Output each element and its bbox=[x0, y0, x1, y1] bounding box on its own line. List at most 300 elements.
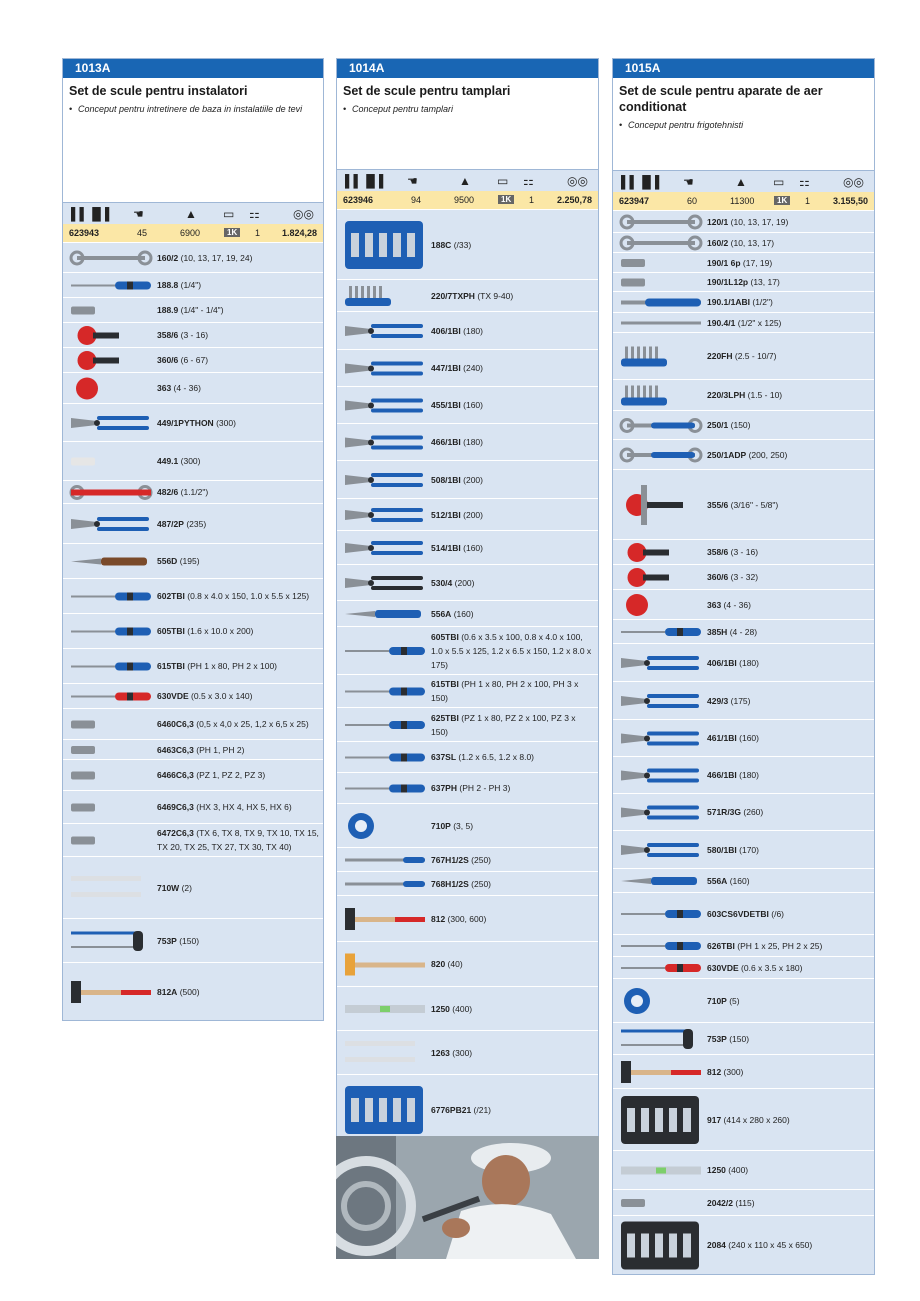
tool-code: 360/6 bbox=[157, 355, 179, 365]
tool-row bbox=[63, 823, 323, 856]
tool-spec: (/33) bbox=[451, 239, 472, 250]
tape-measure-icon bbox=[613, 979, 707, 1022]
tool-spec: (200, 250) bbox=[746, 449, 788, 460]
tool-row bbox=[63, 856, 323, 918]
set-column-1013A bbox=[62, 58, 324, 1021]
screwdriver-icon bbox=[63, 614, 157, 648]
tool-spec: (10, 13, 17, 19) bbox=[728, 216, 789, 227]
locking-pliers-icon bbox=[613, 682, 707, 719]
tool-spec: (1.5 - 10) bbox=[745, 390, 783, 400]
hand-icon: ☚ bbox=[407, 174, 418, 188]
tool-row bbox=[63, 480, 323, 503]
ratchet-icon bbox=[613, 292, 707, 312]
set-bullet: • Conceput pentru tamplari bbox=[343, 104, 454, 114]
toolbox-icon bbox=[613, 1089, 707, 1150]
tool-label bbox=[431, 398, 487, 412]
set-title-box bbox=[337, 78, 598, 169]
folding-rule-icon bbox=[63, 857, 157, 918]
tool-code: 768H1/2S bbox=[431, 878, 469, 889]
hex-key-set-icon bbox=[613, 333, 707, 379]
tool-row bbox=[613, 291, 874, 312]
tool-label bbox=[707, 874, 754, 888]
tool-label bbox=[707, 843, 763, 857]
tool-row bbox=[337, 423, 598, 460]
tool-code: 449/1PYTHON bbox=[157, 417, 214, 428]
tool-label bbox=[707, 448, 791, 462]
screwdriver-icon bbox=[337, 627, 431, 674]
tool-row bbox=[337, 871, 598, 895]
pliers-icon bbox=[613, 831, 707, 868]
tool-label bbox=[707, 275, 784, 289]
set-code: 1013A bbox=[63, 59, 323, 78]
tool-code: 514/1BI bbox=[431, 542, 461, 553]
tool-spec: (180) bbox=[736, 657, 759, 668]
voltage-tester-icon bbox=[613, 957, 707, 978]
tool-spec: (3, 5) bbox=[450, 820, 474, 831]
tool-spec: (2) bbox=[179, 882, 192, 893]
tool-code: 190/1L12p bbox=[707, 277, 749, 287]
tool-row bbox=[613, 312, 874, 332]
combination-wrench-icon bbox=[63, 243, 157, 272]
tool-label bbox=[707, 1113, 794, 1127]
tool-label bbox=[707, 498, 782, 512]
tool-label bbox=[157, 743, 248, 757]
tool-code: 630VDE bbox=[157, 691, 189, 701]
tool-label bbox=[707, 316, 785, 330]
tool-row bbox=[613, 564, 874, 589]
tool-row bbox=[63, 322, 323, 347]
tool-label bbox=[157, 328, 212, 342]
info-value-row bbox=[613, 192, 874, 210]
tool-code: 6776PB21 bbox=[431, 1104, 472, 1115]
pincers-icon bbox=[337, 565, 431, 600]
tool-row bbox=[613, 681, 874, 719]
tool-spec: (400) bbox=[725, 1165, 749, 1175]
price-value: 1.824,28 bbox=[281, 228, 317, 238]
tool-spec: (17, 19) bbox=[740, 257, 773, 268]
set-column-1014A bbox=[336, 58, 599, 1145]
tool-row bbox=[613, 1054, 874, 1088]
tool-spec: (1/4") bbox=[178, 280, 202, 290]
tool-spec: (PH 1 x 80, PH 2 x 100, PH 3 x 150) bbox=[431, 679, 579, 703]
tool-spec: (200) bbox=[452, 577, 475, 588]
tool-spec: (1/2") bbox=[750, 297, 773, 307]
tool-label bbox=[431, 289, 517, 303]
tool-code: 508/1BI bbox=[431, 474, 461, 485]
set-column-1015A bbox=[612, 58, 875, 1275]
tool-row bbox=[613, 719, 874, 756]
tool-row bbox=[337, 349, 598, 386]
pack-qty: 1 bbox=[529, 195, 535, 205]
pack-badge: 1K bbox=[498, 195, 514, 204]
spirit-level-icon bbox=[337, 987, 431, 1030]
adjustable-wrench-icon bbox=[613, 411, 707, 439]
bit-icon bbox=[63, 824, 157, 856]
set-title: Set de scule pentru aparate de aer conditionat bbox=[619, 84, 823, 114]
tool-row bbox=[63, 648, 323, 683]
tool-row bbox=[337, 209, 598, 279]
hacksaw-icon bbox=[613, 1023, 707, 1054]
tool-code: 2084 bbox=[707, 1240, 726, 1250]
tool-row bbox=[613, 232, 874, 252]
tool-code: 530/4 bbox=[431, 577, 453, 588]
tool-label bbox=[157, 381, 205, 395]
tool-spec: (PH 1, PH 2) bbox=[193, 744, 245, 755]
tool-code: 6472C6,3 bbox=[157, 828, 194, 838]
tool-spec: (3 - 16) bbox=[728, 547, 759, 557]
hand-icon: ☚ bbox=[133, 207, 144, 221]
tool-label bbox=[707, 625, 761, 639]
tool-row bbox=[63, 543, 323, 578]
tool-code: 190.4/1 bbox=[707, 317, 736, 328]
weight-icon: ▲ bbox=[735, 175, 747, 189]
tool-code: 812 bbox=[431, 913, 446, 924]
article-number: 623943 bbox=[69, 228, 100, 238]
tool-code: 605TBI bbox=[157, 626, 185, 636]
tool-spec: (4 - 36) bbox=[721, 599, 751, 610]
pliers-icon bbox=[337, 499, 431, 530]
tool-code: 466/1BI bbox=[431, 437, 461, 447]
tool-label bbox=[707, 939, 826, 953]
tool-label bbox=[431, 508, 487, 522]
set-code: 1015A bbox=[613, 59, 874, 78]
tool-spec: (180) bbox=[460, 437, 483, 447]
stripping-tool-icon bbox=[613, 620, 707, 643]
tool-code: 358/6 bbox=[157, 330, 179, 340]
tool-row bbox=[63, 441, 323, 480]
tool-code: 188C bbox=[431, 239, 452, 250]
pliers-icon bbox=[337, 461, 431, 498]
pack-badge: 1K bbox=[224, 228, 240, 237]
pliers-icon bbox=[63, 404, 157, 441]
tool-code: 917 bbox=[707, 1114, 722, 1125]
tool-row bbox=[613, 1150, 874, 1189]
tool-code: 220/7TXPH bbox=[431, 290, 475, 301]
bullet-text: Conceput pentru frigotehnisti bbox=[628, 120, 744, 130]
tool-code: 615TBI bbox=[157, 661, 185, 671]
tool-label bbox=[431, 819, 477, 833]
tool-label bbox=[431, 630, 598, 672]
tool-row bbox=[63, 918, 323, 962]
tool-spec: (1.6 x 10.0 x 200) bbox=[184, 626, 254, 636]
hex-key-set-icon bbox=[613, 380, 707, 410]
extension-bar-icon bbox=[613, 313, 707, 332]
tool-row bbox=[337, 626, 598, 674]
tool-code: 603CS6VDETBI bbox=[707, 908, 769, 919]
tool-row bbox=[613, 793, 874, 830]
tool-row bbox=[613, 589, 874, 619]
tool-code: 6469C6,3 bbox=[157, 802, 194, 812]
offset-screwdriver-icon bbox=[337, 742, 431, 772]
tool-spec: (260) bbox=[741, 807, 764, 817]
tool-row bbox=[337, 986, 598, 1030]
tool-spec: (250) bbox=[468, 854, 492, 865]
tool-spec: (13, 17) bbox=[748, 277, 780, 287]
tool-label bbox=[707, 349, 780, 363]
valve-core-tool-icon bbox=[613, 1190, 707, 1215]
tool-spec: (3 - 32) bbox=[728, 572, 759, 582]
tool-label bbox=[431, 877, 495, 891]
set-bullet: • Conceput pentru intretinere de baza in instalatiile de tevi bbox=[69, 104, 303, 114]
tool-row bbox=[613, 978, 874, 1022]
tool-code: 605TBI bbox=[431, 631, 459, 642]
tool-label bbox=[707, 295, 777, 309]
tool-code: 190/1 6p bbox=[707, 257, 741, 268]
pliers-icon bbox=[337, 531, 431, 564]
tool-code: 556A bbox=[707, 875, 728, 886]
tool-code: 363 bbox=[707, 599, 722, 610]
tool-row bbox=[613, 619, 874, 643]
box-icon: ▭ bbox=[497, 174, 509, 188]
tool-code: 630VDE bbox=[707, 962, 739, 973]
tool-code: 556D bbox=[157, 556, 178, 566]
tool-code: 455/1BI bbox=[431, 400, 461, 410]
tool-label bbox=[431, 957, 467, 971]
screwdriver-icon bbox=[613, 935, 707, 956]
tool-row bbox=[337, 564, 598, 600]
tool-code: 360/6 bbox=[707, 572, 729, 582]
tool-label bbox=[157, 353, 212, 367]
tool-list bbox=[337, 209, 598, 1144]
tool-code: 406/1BI bbox=[431, 325, 461, 336]
weight-value: 9500 bbox=[454, 195, 475, 205]
hammer-icon bbox=[63, 963, 157, 1020]
tool-code: 2042/2 bbox=[707, 1197, 733, 1208]
tool-label bbox=[157, 416, 240, 430]
screwdriver-set-icon bbox=[613, 893, 707, 934]
tool-code: 602TBI bbox=[157, 591, 185, 601]
tool-label bbox=[707, 1163, 752, 1177]
box-icon: ▭ bbox=[773, 175, 785, 189]
set-title: Set de scule pentru instalatori bbox=[69, 84, 248, 98]
pipe-cutter-icon bbox=[613, 565, 707, 589]
tool-spec: (500) bbox=[177, 986, 200, 997]
bit-box-icon bbox=[337, 1075, 431, 1144]
tool-code: 449.1 bbox=[157, 456, 179, 466]
tool-row bbox=[63, 578, 323, 613]
tool-row bbox=[613, 410, 874, 439]
tool-row bbox=[337, 600, 598, 626]
worker-photo bbox=[336, 1136, 599, 1259]
set-code: 1014A bbox=[337, 59, 598, 78]
tool-row bbox=[613, 379, 874, 410]
tool-spec: (2.5 - 10/7) bbox=[732, 351, 777, 361]
tool-code: 188.8 bbox=[157, 280, 179, 290]
tool-code: 6466C6,3 bbox=[157, 770, 194, 780]
tool-label bbox=[157, 881, 196, 895]
tool-label bbox=[707, 598, 755, 612]
mallet-icon bbox=[337, 942, 431, 986]
tool-spec: (PH 1 x 80, PH 2 x 100) bbox=[184, 661, 277, 671]
tool-label bbox=[707, 907, 788, 921]
tool-spec: (150) bbox=[176, 935, 200, 946]
tool-label bbox=[707, 994, 744, 1008]
tool-row bbox=[63, 790, 323, 823]
tool-row bbox=[613, 469, 874, 539]
tool-row bbox=[63, 347, 323, 372]
socket-icon bbox=[613, 273, 707, 291]
tool-row bbox=[63, 403, 323, 441]
tool-row bbox=[337, 895, 598, 941]
tool-row bbox=[63, 613, 323, 648]
pipe-cutter-icon bbox=[613, 540, 707, 564]
tool-row bbox=[337, 803, 598, 847]
pipe-cutter-icon bbox=[63, 323, 157, 347]
tape-measure-icon bbox=[337, 804, 431, 847]
set-title: Set de scule pentru tamplari bbox=[343, 84, 511, 98]
item-count: 45 bbox=[137, 228, 148, 238]
tool-label bbox=[157, 985, 204, 999]
tool-row bbox=[613, 892, 874, 934]
tool-row bbox=[63, 272, 323, 297]
tool-row bbox=[337, 847, 598, 871]
tool-label bbox=[157, 934, 203, 948]
tool-spec: (300) bbox=[178, 456, 201, 466]
pliers-icon bbox=[613, 794, 707, 830]
tool-spec: (TX 9-40) bbox=[474, 290, 514, 301]
hand-icon: ☚ bbox=[683, 175, 694, 189]
info-icon-row bbox=[63, 202, 323, 224]
tool-spec: (4 - 28) bbox=[727, 626, 758, 637]
pliers-icon bbox=[613, 720, 707, 756]
tool-spec: (115) bbox=[733, 1197, 755, 1208]
pipe-cutter-icon bbox=[63, 348, 157, 372]
weight-icon: ▲ bbox=[459, 174, 471, 188]
set-title-box bbox=[613, 78, 874, 170]
bit-icon bbox=[63, 791, 157, 823]
tool-label bbox=[431, 473, 487, 487]
coins-icon: ◎◎ bbox=[843, 175, 864, 189]
tool-code: 767H1/2S bbox=[431, 854, 469, 865]
tool-spec: (200) bbox=[460, 509, 483, 520]
tool-row bbox=[613, 439, 874, 469]
tool-code: 363 bbox=[157, 383, 172, 393]
tool-label bbox=[707, 1238, 816, 1252]
tool-label bbox=[431, 711, 598, 739]
set-title-box bbox=[63, 78, 323, 202]
tool-code: 6463C6,3 bbox=[157, 744, 194, 755]
tool-spec: (300) bbox=[721, 1066, 744, 1077]
tool-label bbox=[707, 694, 755, 708]
tool-code: 571R/3G bbox=[707, 807, 742, 817]
tool-spec: (PZ 1, PZ 2, PZ 3) bbox=[193, 770, 266, 780]
screwdriver-icon bbox=[63, 579, 157, 613]
tool-code: 710P bbox=[707, 995, 727, 1006]
tool-row bbox=[613, 643, 874, 681]
tool-row bbox=[337, 707, 598, 741]
combination-wrench-icon bbox=[613, 233, 707, 252]
barcode-icon: ▌▌▐▌▌ bbox=[71, 207, 114, 221]
tool-label bbox=[707, 256, 776, 270]
deburrer-icon bbox=[63, 373, 157, 403]
tool-label bbox=[431, 1046, 476, 1060]
tool-label bbox=[157, 768, 269, 782]
bullet-text: Conceput pentru tamplari bbox=[352, 104, 454, 114]
tool-label bbox=[707, 805, 767, 819]
tool-row bbox=[337, 279, 598, 311]
tool-code: 753P bbox=[707, 1033, 727, 1044]
tool-spec: (414 x 280 x 260) bbox=[721, 1114, 790, 1125]
coins-icon: ◎◎ bbox=[567, 174, 588, 188]
tool-label bbox=[707, 961, 806, 975]
tool-row bbox=[613, 956, 874, 978]
pliers-icon bbox=[613, 644, 707, 681]
tool-spec: (160) bbox=[460, 542, 483, 553]
tool-code: 406/1BI bbox=[707, 657, 737, 668]
tool-spec: (PZ 1 x 80, PZ 2 x 100, PZ 3 x 150) bbox=[431, 712, 576, 737]
tool-label bbox=[157, 589, 313, 603]
pliers-icon bbox=[63, 504, 157, 543]
tool-spec: (240 x 110 x 45 x 650) bbox=[725, 1240, 813, 1250]
tool-row bbox=[613, 539, 874, 564]
adjustable-wrench-icon bbox=[613, 440, 707, 469]
tool-code: 190.1/1ABI bbox=[707, 297, 750, 307]
tool-spec: (400) bbox=[449, 1003, 473, 1014]
pipe-wrench-icon bbox=[63, 481, 157, 503]
offset-screwdriver-icon bbox=[337, 773, 431, 803]
tool-spec: (0.6 x 3.5 x 180) bbox=[738, 962, 803, 973]
tool-label bbox=[707, 1032, 753, 1046]
package-icon: ⚏ bbox=[799, 175, 810, 189]
tool-code: 625TBI bbox=[431, 712, 459, 723]
tool-spec: (0.5 x 3.0 x 140) bbox=[188, 691, 253, 701]
tool-row bbox=[337, 311, 598, 349]
tool-label bbox=[157, 717, 313, 731]
price-value: 3.155,50 bbox=[832, 196, 868, 206]
bullet-text: Conceput pentru intretinere de baza in instalatiile de tevi bbox=[78, 104, 303, 114]
tool-row bbox=[63, 297, 323, 322]
tool-spec: (180) bbox=[736, 770, 759, 780]
tool-spec: (10, 13, 17) bbox=[728, 237, 775, 248]
tool-label bbox=[157, 251, 256, 265]
tool-row bbox=[63, 708, 323, 739]
tool-label bbox=[431, 677, 598, 705]
tool-row bbox=[337, 772, 598, 803]
tool-label bbox=[707, 656, 763, 670]
tool-row bbox=[63, 683, 323, 708]
tool-label bbox=[431, 750, 538, 764]
tool-row bbox=[63, 759, 323, 790]
tool-row bbox=[337, 1074, 598, 1144]
tool-code: 556A bbox=[431, 608, 452, 619]
tool-code: 512/1BI bbox=[431, 509, 461, 520]
tool-label bbox=[431, 238, 475, 252]
tool-spec: (175) bbox=[728, 695, 751, 706]
barcode-icon: ▌▌▐▌▌ bbox=[345, 174, 388, 188]
open-end-wrench-icon bbox=[613, 211, 707, 232]
tool-spec: (0,5 x 4,0 x 25, 1,2 x 6,5 x 25) bbox=[193, 719, 309, 729]
box-icon: ▭ bbox=[223, 207, 235, 221]
key-set-icon bbox=[337, 280, 431, 311]
tool-code: 580/1BI bbox=[707, 844, 737, 855]
tool-spec: (150) bbox=[726, 1033, 750, 1044]
tool-code: 482/6 bbox=[157, 487, 179, 497]
tool-code: 626TBI bbox=[707, 940, 735, 951]
tool-spec: (160) bbox=[451, 608, 474, 619]
weight-icon: ▲ bbox=[185, 207, 197, 221]
coins-icon: ◎◎ bbox=[293, 207, 314, 221]
tool-code: 461/1BI bbox=[707, 733, 737, 743]
pliers-icon bbox=[337, 350, 431, 386]
tool-label bbox=[157, 278, 205, 292]
tool-label bbox=[707, 1065, 747, 1079]
deburrer-icon bbox=[613, 590, 707, 619]
tool-label bbox=[707, 731, 763, 745]
tool-spec: (300) bbox=[213, 417, 236, 428]
tool-code: 812 bbox=[707, 1066, 722, 1077]
tool-label bbox=[157, 485, 212, 499]
pliers-icon bbox=[337, 424, 431, 460]
